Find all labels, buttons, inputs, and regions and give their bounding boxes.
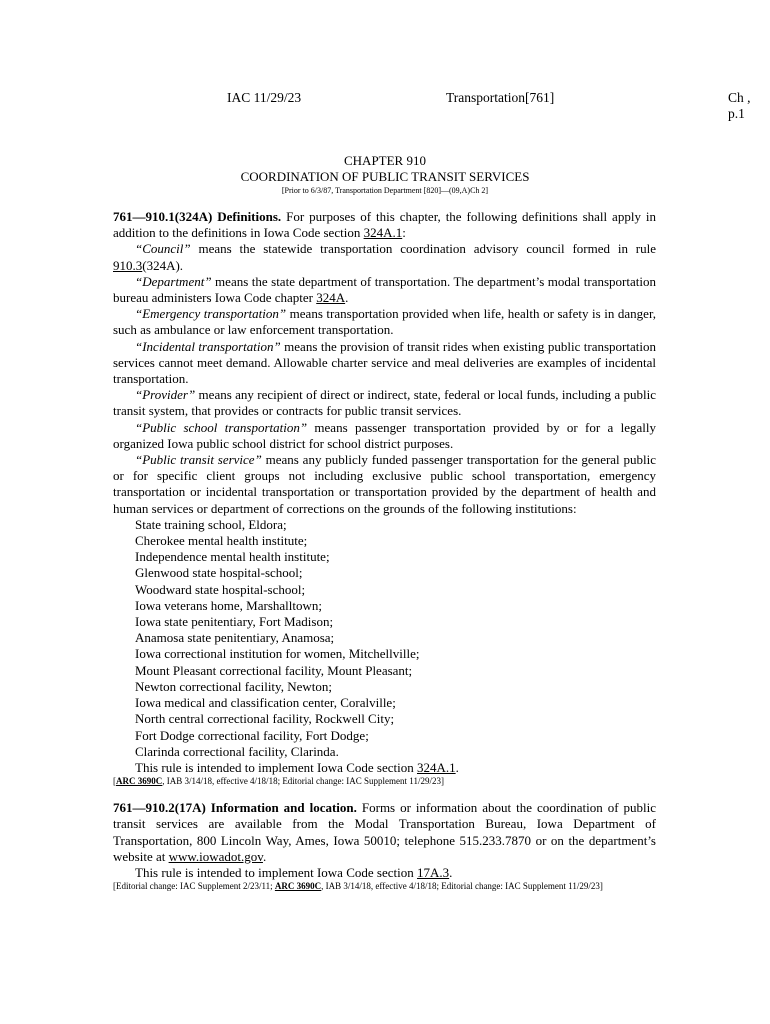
rule-910-1-history: [ARC 3690C, IAB 3/14/18, effective 4/18/18; Editorial change: IAC Supplement 11/29/23] xyxy=(113,776,444,787)
chapter-title: COORDINATION OF PUBLIC TRANSIT SERVICES xyxy=(240,169,530,184)
header-agency: Transportation[761] xyxy=(446,90,555,105)
rule-910-1-intro: 761—910.1(324A) Definitions. For purposes of this chapter, the following definitions shall apply in addition to the definitions in Iowa Code section 324A.1: xyxy=(113,209,656,241)
list-item: Iowa state penitentiary, Fort Madison; xyxy=(135,614,334,630)
list-item: Cherokee mental health institute; xyxy=(135,533,308,549)
link-17a-3[interactable]: 17A.3 xyxy=(416,864,450,880)
rule-910-2-history: [Editorial change: IAC Supplement 2/23/11; ARC 3690C, IAB 3/14/18, effective 4/18/18; Editorial change: IAC Supplement 11/29/23] xyxy=(113,881,603,892)
list-item: Iowa medical and classification center, Coralville; xyxy=(135,695,396,711)
definition-public-transit: “Public transit service” means any publicly funded passenger transportation for the general public or for specific client groups not including exclusive public school transportation, emergency transportation or incidental transportation or transportation provided by the department of health and human services or department of corrections on the grounds of the following institutions: xyxy=(113,452,656,516)
list-item: Clarinda correctional facility, Clarinda. xyxy=(135,743,339,759)
list-item: Mount Pleasant correctional facility, Mount Pleasant; xyxy=(135,662,413,678)
list-item: Iowa correctional institution for women, Mitchellville; xyxy=(135,646,420,662)
chapter-number: CHAPTER 910 xyxy=(344,153,426,168)
definition-provider: “Provider” means any recipient of direct or indirect, state, federal or local funds, including a public transit system, that provides or contracts for public transit services. xyxy=(113,387,656,419)
definition-public-school: “Public school transportation” means passenger transportation provided by or for a legally organized Iowa public school district for school district purposes. xyxy=(113,419,656,451)
list-item: Woodward state hospital-school; xyxy=(135,581,306,597)
link-910-3[interactable]: 910.3 xyxy=(113,257,143,273)
rule-910-2-implements: This rule is intended to implement Iowa Code section 17A.3. xyxy=(135,864,453,880)
section-spacer xyxy=(113,787,656,800)
definition-department: “Department” means the state department of transportation. The department’s modal transportation bureau administers Iowa Code chapter 324A. xyxy=(113,273,656,306)
header-page: Ch , p.1 xyxy=(728,90,751,121)
link-iowadot-website[interactable]: www.iowadot.gov xyxy=(168,848,263,864)
list-item: Independence mental health institute; xyxy=(135,549,330,565)
chapter-prior-note: [Prior to 6/3/87, Transportation Department [820]—(09,A)Ch 2] xyxy=(281,186,489,195)
definition-council: “Council” means the statewide transportation coordination advisory council formed in rule 910.3(324A). xyxy=(113,241,656,273)
list-item: Glenwood state hospital-school; xyxy=(135,565,303,581)
list-item: Iowa veterans home, Marshalltown; xyxy=(135,597,323,613)
definition-emergency: “Emergency transportation” means transportation provided when life, health or safety is in danger, such as ambulance or law enforcement transportation. xyxy=(113,306,656,338)
link-arc-3690c[interactable]: ARC 3690C xyxy=(116,776,163,787)
rule-910-2-text: 761—910.2(17A) Information and location. Forms or information about the coordination of public transit services are available from the Modal Transportation Bureau, Iowa Department of Transportation, 800 Lincoln Way, Ames, Iowa 50010; telephone 515.233.7870 or on the department’s website at www.iowadot.gov. xyxy=(113,800,656,864)
header-date: IAC 11/29/23 xyxy=(227,90,302,105)
rule-910-1-implements: This rule is intended to implement Iowa Code section 324A.1. xyxy=(135,759,459,775)
definition-incidental: “Incidental transportation” means the provision of transit rides when existing public transportation services cannot meet demand. Allowable charter service and meal deliveries are examples of incidental transportation. xyxy=(113,338,656,387)
link-324a[interactable]: 324A xyxy=(316,290,346,306)
list-item: Newton correctional facility, Newton; xyxy=(135,678,332,694)
document-body xyxy=(113,209,656,892)
rule-910-1-heading: 761—910.1(324A) Definitions. xyxy=(113,209,282,224)
link-324a-1[interactable]: 324A.1 xyxy=(363,225,403,241)
link-324a-1-implement[interactable]: 324A.1 xyxy=(416,759,456,775)
list-item: Anamosa state penitentiary, Anamosa; xyxy=(135,630,335,646)
list-item: Fort Dodge correctional facility, Fort Dodge; xyxy=(135,727,369,743)
list-item: North central correctional facility, Rockwell City; xyxy=(135,711,395,727)
chapter-title-block xyxy=(0,153,770,197)
list-item: State training school, Eldora; xyxy=(135,516,287,532)
rule-910-2-heading: 761—910.2(17A) Information and location. xyxy=(113,800,357,816)
link-arc-3690c-2[interactable]: ARC 3690C xyxy=(274,881,322,892)
